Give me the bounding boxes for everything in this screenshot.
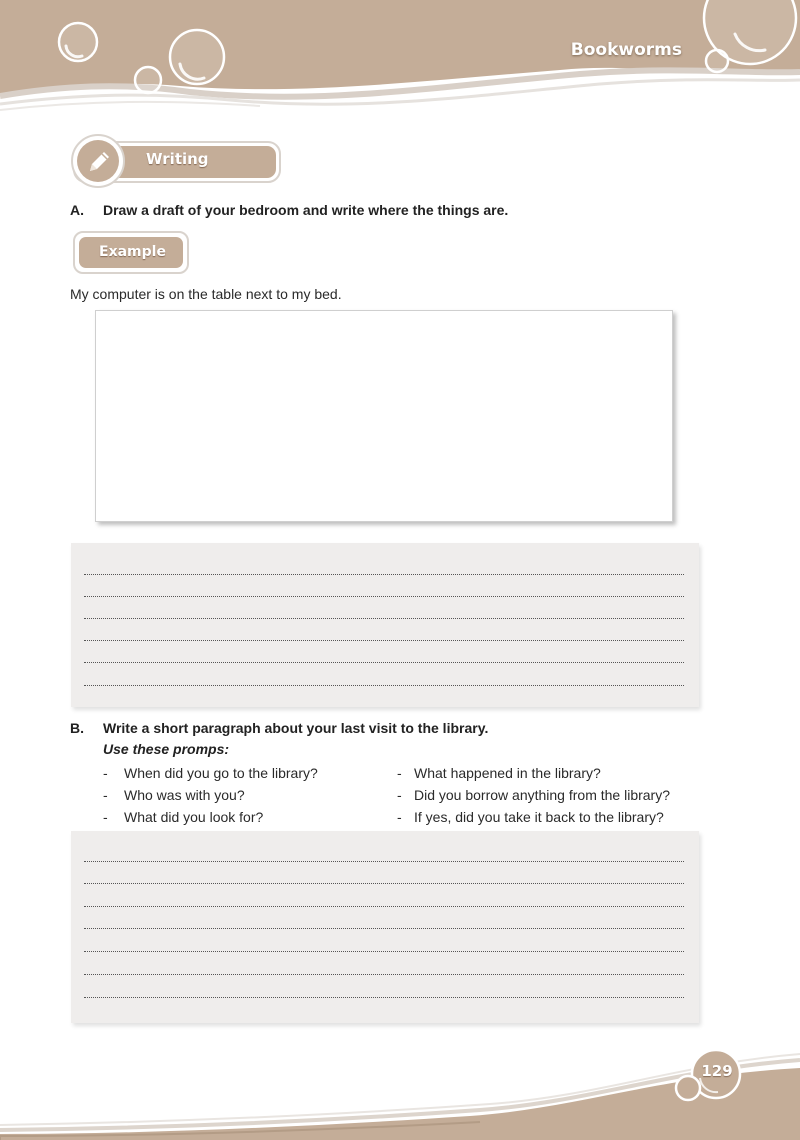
answer-line[interactable]: [84, 928, 684, 929]
answer-line[interactable]: [84, 906, 684, 907]
bullet-dash: -: [397, 787, 402, 803]
answer-line[interactable]: [84, 685, 684, 686]
example-label: Example: [99, 244, 166, 260]
page-number: 129: [701, 1062, 733, 1080]
bullet-dash: -: [103, 809, 108, 825]
task-a-letter: A.: [70, 202, 84, 218]
answer-panel-b[interactable]: [71, 831, 699, 1023]
drawing-area[interactable]: [95, 310, 673, 522]
bullet-dash: -: [103, 787, 108, 803]
answer-line[interactable]: [84, 883, 684, 884]
task-a-instruction: Draw a draft of your bedroom and write where the things are.: [103, 202, 509, 218]
pencil-icon: [84, 147, 114, 177]
answer-line[interactable]: [84, 974, 684, 975]
header-banner: [0, 0, 800, 140]
task-b-letter: B.: [70, 720, 84, 736]
prompt-item: What did you look for?: [124, 809, 264, 825]
prompt-item: Did you borrow anything from the library?: [414, 787, 671, 803]
footer-banner: [0, 1030, 800, 1140]
example-sentence: My computer is on the table next to my bed.: [70, 286, 342, 302]
prompt-item: What happened in the library?: [414, 765, 601, 781]
answer-line[interactable]: [84, 574, 684, 575]
prompt-item: If yes, did you take it back to the library?: [414, 809, 664, 825]
prompts-heading: Use these promps:: [103, 741, 230, 757]
answer-panel-a[interactable]: [71, 543, 699, 707]
answer-line[interactable]: [84, 618, 684, 619]
bullet-dash: -: [397, 765, 402, 781]
task-b-instruction: Write a short paragraph about your last visit to the library.: [103, 720, 489, 736]
prompt-item: When did you go to the library?: [124, 765, 318, 781]
section-title: Writing: [146, 150, 209, 168]
answer-line[interactable]: [84, 951, 684, 952]
answer-line[interactable]: [84, 640, 684, 641]
prompt-item: Who was with you?: [124, 787, 245, 803]
bullet-dash: -: [103, 765, 108, 781]
answer-line[interactable]: [84, 662, 684, 663]
chapter-title: Bookworms: [570, 40, 682, 60]
answer-line[interactable]: [84, 997, 684, 998]
answer-line[interactable]: [84, 596, 684, 597]
answer-line[interactable]: [84, 861, 684, 862]
bullet-dash: -: [397, 809, 402, 825]
